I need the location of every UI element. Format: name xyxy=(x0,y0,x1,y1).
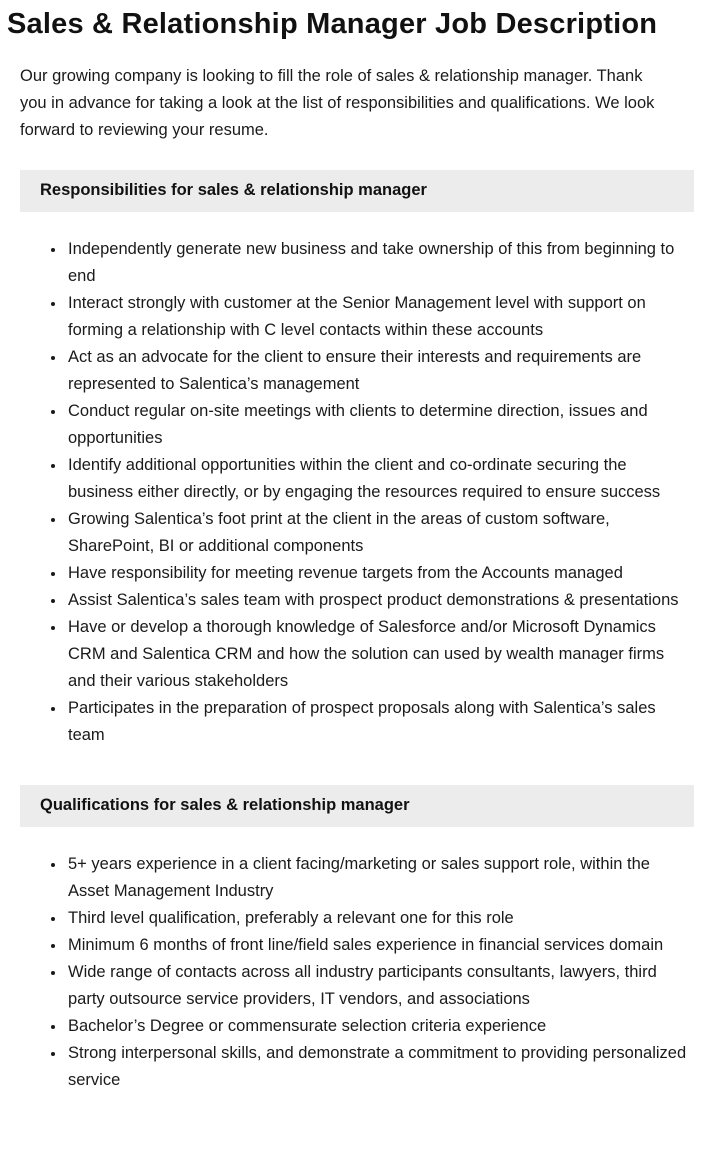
responsibilities-list xyxy=(20,236,694,749)
list-item: • Conduct regular on-site meetings with clients to determine direction, issues and opportunities xyxy=(66,398,694,452)
list-item: • Have responsibility for meeting revenue targets from the Accounts managed xyxy=(66,560,694,587)
qualifications-list xyxy=(20,851,694,1094)
list-item: • Assist Salentica’s sales team with prospect product demonstrations & presentations xyxy=(66,587,694,614)
page-title: Sales & Relationship Manager Job Description xyxy=(7,8,658,40)
intro-paragraph: Our growing company is looking to fill the role of sales & relationship manager. Thank you in advance for taking a look at the list of responsibilities and qualifications. We look forward to reviewing your resume. xyxy=(20,67,655,140)
qualifications-heading: Qualifications for sales & relationship manager xyxy=(40,796,410,815)
list-item: • Participates in the preparation of prospect proposals along with Salentica’s sales team xyxy=(66,695,694,749)
list-item: • Interact strongly with customer at the Senior Management level with support on forming a relationship with C level contacts within these accounts xyxy=(66,290,694,344)
list-item: • Independently generate new business and take ownership of this from beginning to end xyxy=(66,236,694,290)
list-item: • Growing Salentica’s foot print at the client in the areas of custom software, SharePoint, BI or additional components xyxy=(66,506,694,560)
list-item: • Have or develop a thorough knowledge of Salesforce and/or Microsoft Dynamics CRM and Salentica CRM and how the solution can used by wealth manager firms and their various stakeholders xyxy=(66,614,694,695)
qualifications-section-header xyxy=(20,785,694,827)
responsibilities-heading: Responsibilities for sales & relationship manager xyxy=(40,181,427,200)
list-item: • Bachelor’s Degree or commensurate selection criteria experience xyxy=(66,1013,694,1040)
list-item: • Wide range of contacts across all industry participants consultants, lawyers, third party outsource service providers, IT vendors, and associations xyxy=(66,959,694,1013)
list-item: • Act as an advocate for the client to ensure their interests and requirements are represented to Salentica’s management xyxy=(66,344,694,398)
list-item: • Strong interpersonal skills, and demonstrate a commitment to providing personalized service xyxy=(66,1040,694,1094)
list-item: • Minimum 6 months of front line/field sales experience in financial services domain xyxy=(66,932,694,959)
list-item: • 5+ years experience in a client facing/marketing or sales support role, within the Asset Management Industry xyxy=(66,851,694,905)
list-item: • Third level qualification, preferably a relevant one for this role xyxy=(66,905,694,932)
responsibilities-section-header xyxy=(20,170,694,212)
list-item: • Identify additional opportunities within the client and co-ordinate securing the business either directly, or by engaging the resources required to ensure success xyxy=(66,452,694,506)
